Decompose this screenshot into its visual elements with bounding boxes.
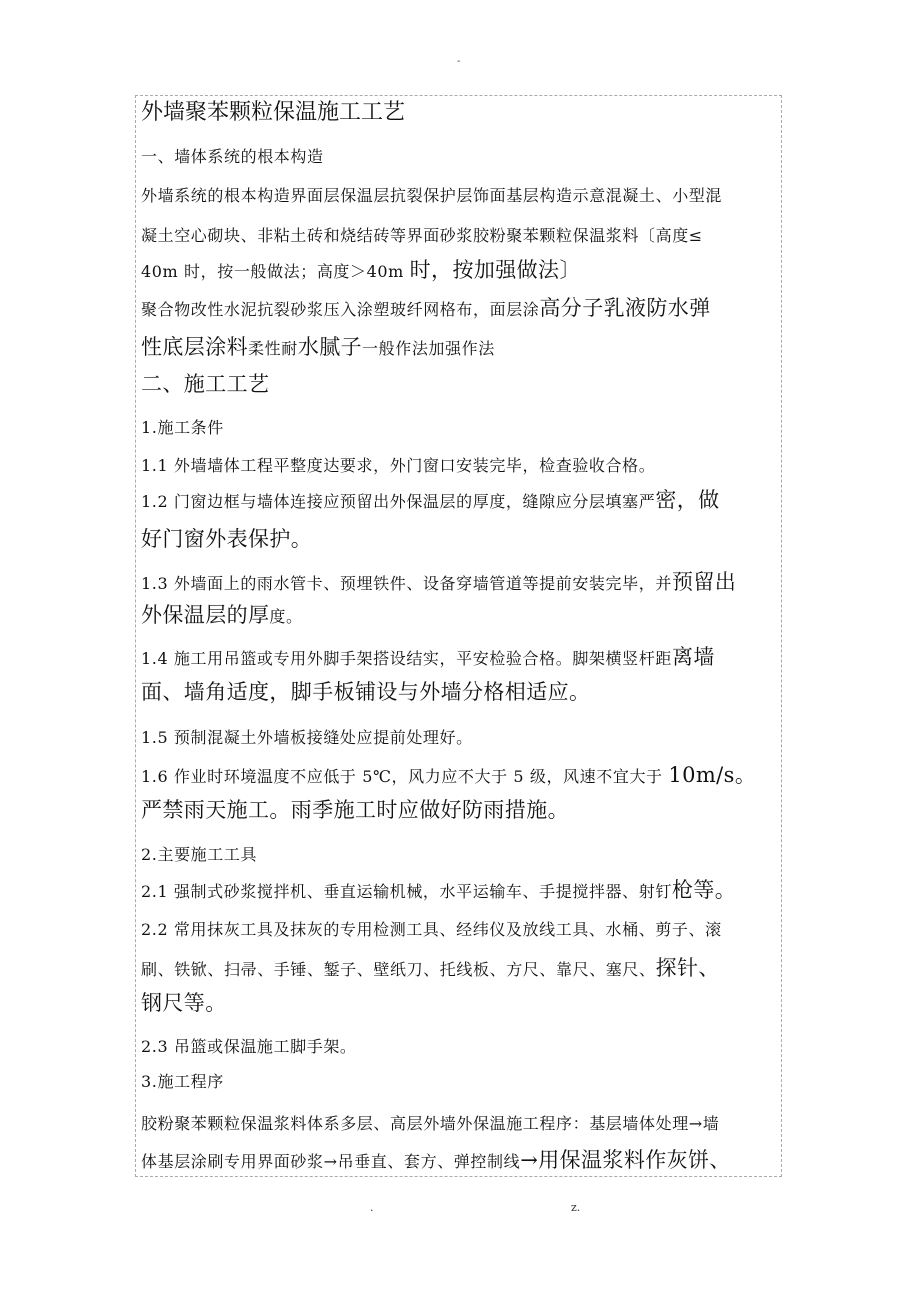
text-segment: 一、墙体系统的根本构造 — [141, 147, 324, 166]
text-segment: 离墙 — [671, 645, 715, 669]
document-title — [141, 98, 786, 128]
text-line — [141, 524, 786, 554]
text-segment: 2.1 强制式砂浆搅拌机、垂直运输机械，水平运输车、手提搅拌器、射钉 — [141, 882, 672, 901]
text-segment: 1.施工条件 — [141, 418, 224, 437]
text-line — [141, 142, 786, 172]
footer-right: z. — [571, 1201, 581, 1214]
text-line — [141, 1145, 786, 1175]
text-segment: 40m 时，按一般做法；高度＞40m — [141, 262, 410, 281]
text-segment: 外墙系统的根本构造界面层保温层抗裂保护层饰面基层构造示意混凝土、小型混 — [141, 186, 723, 205]
text-segment: 时，按加强做法〕 — [409, 258, 581, 282]
text-segment: 胶粉聚苯颗粒保温浆料体系多层、高层外墙外保温施工程序：基层墙体处理→墙 — [141, 1114, 720, 1133]
text-line — [141, 332, 786, 362]
text-line — [141, 642, 786, 672]
text-segment: 2.3 吊篮或保温施工脚手架。 — [141, 1037, 357, 1056]
text-segment: 水腻子 — [297, 335, 363, 359]
text-line — [141, 221, 786, 251]
text-line — [141, 369, 786, 399]
text-line — [141, 600, 786, 630]
text-line — [141, 293, 786, 323]
text-line — [141, 1109, 786, 1139]
text-segment: 凝土空心砌块、非粘土砖和烧结砖等界面砂浆胶粉聚苯颗粒保温浆料〔高度≤ — [141, 226, 703, 245]
text-line — [141, 988, 786, 1018]
text-segment: 2.2 常用抹灰工具及抹灰的专用检测工具、经纬仪及放线工具、水桶、剪子、滚 — [141, 920, 722, 939]
footer-left: . — [370, 1201, 374, 1214]
text-segment: 性底层涂料 — [141, 335, 248, 359]
text-segment: 钢尺等。 — [141, 991, 227, 1015]
text-segment: 严禁雨天施工。雨季施工时应做好防雨措施。 — [141, 798, 569, 822]
text-line — [141, 485, 786, 515]
text-segment: 柔性耐 — [248, 339, 298, 358]
text-segment: 刷、铁锨、扫帚、手锤、錾子、壁纸刀、托线板、方尺、靠尺、塞尺、 — [141, 960, 656, 979]
text-line — [141, 1067, 786, 1097]
text-segment: 1.1 外墙墙体工程平整度达要求，外门窗口安装完毕，检查验收合格。 — [141, 456, 656, 475]
text-segment: 10m/s。 — [668, 763, 757, 787]
text-line — [141, 760, 786, 790]
text-line — [141, 840, 786, 870]
text-segment: 面、墙角适度，脚手板铺设与外墙分格相适应。 — [141, 680, 591, 704]
text-line — [141, 1032, 786, 1062]
text-segment: 1.2 门窗边框与墙体连接应预留出外保温层的厚度，缝隙应分层填塞严 — [141, 492, 656, 511]
text-segment: 1.5 预制混凝土外墙板接缝处应提前处理好。 — [141, 728, 473, 747]
text-line — [141, 413, 786, 443]
text-segment: 好门窗外表保护。 — [141, 527, 313, 551]
text-line — [141, 451, 786, 481]
text-line — [141, 567, 786, 597]
text-line — [141, 181, 786, 211]
text-segment: 外墙聚苯颗粒保温施工工艺 — [141, 100, 406, 125]
text-segment: 体基层涂刷专用界面砂浆→吊垂直、套方、弹控制线 — [141, 1152, 521, 1171]
text-segment: 枪等。 — [671, 878, 737, 902]
text-line — [141, 795, 786, 825]
text-segment: 度。 — [269, 607, 303, 626]
header-mark: - — [457, 56, 461, 67]
text-segment: 密，做 — [655, 488, 720, 512]
text-segment: 2.主要施工工具 — [141, 845, 258, 864]
text-segment: 1.3 外墙面上的雨水管卡、预埋铁件、设备穿墙管道等提前安装完毕，并 — [141, 574, 672, 593]
text-segment: 聚合物改性水泥抗裂砂浆压入涂塑玻纤网格布，面层涂 — [141, 300, 540, 319]
text-line — [141, 915, 786, 945]
text-segment: 二、施工工艺 — [141, 372, 270, 396]
text-segment: 1.6 作业时环境温度不应低于 5℃，风力应不大于 5 级，风速不宜大于 — [141, 767, 669, 786]
text-line — [141, 255, 786, 285]
text-segment: →用保温浆料作灰饼、 — [520, 1148, 731, 1172]
text-segment: 外保温层的厚 — [141, 603, 270, 627]
text-segment: 探针、 — [655, 956, 720, 980]
text-segment: 3.施工程序 — [141, 1072, 224, 1091]
text-line — [141, 723, 786, 753]
text-line — [141, 875, 786, 905]
text-segment: 一般作法加强作法 — [362, 339, 495, 358]
text-line — [141, 953, 786, 983]
text-line — [141, 677, 786, 707]
text-segment: 预留出 — [671, 570, 737, 594]
text-segment: 高分子乳液防水弹 — [539, 296, 711, 320]
text-segment: 1.4 施工用吊篮或专用外脚手架搭设结实，平安检验合格。脚架横竖杆距 — [141, 649, 672, 668]
